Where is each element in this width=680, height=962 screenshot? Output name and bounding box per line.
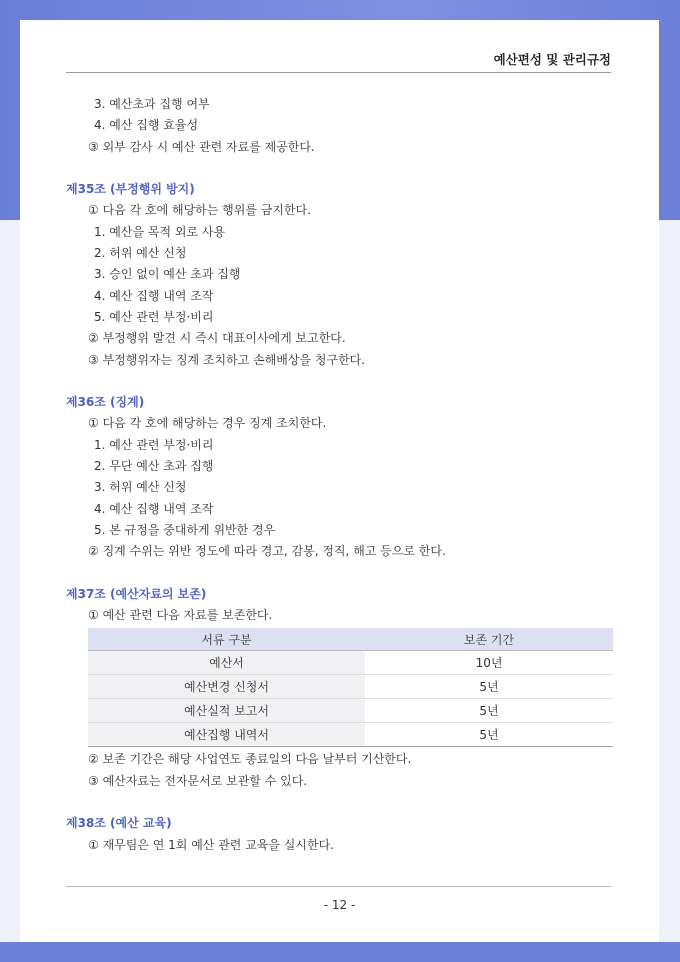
table-cell-retention: 5년 — [365, 699, 613, 723]
background-bottom — [0, 942, 680, 962]
article-35-line-7: ② 부정행위 발견 시 즉시 대표이사에게 보고한다. — [88, 331, 346, 346]
header-title: 예산편성 및 관리규정 — [493, 52, 611, 67]
article-35-line-4: 3. 승인 없이 예산 초과 집행 — [94, 267, 241, 282]
document-body — [66, 94, 616, 856]
article-35-line-6: 5. 예산 관련 부정·비리 — [94, 309, 214, 324]
table-cell-doc-type: 예산실적 보고서 — [88, 699, 365, 723]
table-header-retention: 보존 기간 — [365, 628, 613, 651]
intro-section — [66, 94, 616, 158]
article-35-line-8: ③ 부정행위자는 징계 조치하고 손해배상을 청구한다. — [88, 352, 366, 367]
table-cell-doc-type: 예산변경 신청서 — [88, 675, 365, 699]
article-36-body — [66, 413, 616, 562]
table-cell-retention: 5년 — [365, 723, 613, 747]
article-36-line-2: 1. 예산 관련 부정·비리 — [94, 437, 214, 452]
article-36-line-6: 5. 본 규정을 중대하게 위반한 경우 — [94, 522, 276, 537]
article-37-item-1: ① 예산 관련 다음 자료를 보존한다. — [88, 608, 273, 623]
page-number: - 12 - — [323, 898, 356, 912]
article-38-title: 제38조 (예산 교육) — [66, 816, 172, 831]
article-36-line-5: 4. 예산 집행 내역 조작 — [94, 501, 214, 516]
article-35-line-2: 1. 예산을 목적 외로 사용 — [94, 224, 226, 239]
page-header — [66, 50, 611, 73]
retention-table — [88, 628, 613, 747]
article-35-line-1: ① 다음 각 호에 해당하는 행위를 금지한다. — [88, 203, 311, 218]
intro-line-1: 3. 예산초과 집행 여부 — [94, 97, 210, 111]
article-38-line-1: ① 재무팀은 연 1회 예산 관련 교육을 실시한다. — [88, 837, 334, 852]
article-36-line-7: ② 징계 수위는 위반 정도에 따라 경고, 감봉, 정직, 해고 등으로 한다. — [88, 544, 446, 559]
article-35-line-5: 4. 예산 집행 내역 조작 — [94, 288, 214, 303]
table-row — [88, 651, 613, 675]
table-cell-doc-type: 예산집행 내역서 — [88, 723, 365, 747]
footer-divider — [66, 886, 611, 887]
table-cell-doc-type: 예산서 — [88, 651, 365, 675]
article-37-after-line-1: ② 보존 기간은 해당 사업연도 종료일의 다음 날부터 기산한다. — [88, 752, 412, 767]
article-36-line-3: 2. 무단 예산 초과 집행 — [94, 459, 214, 474]
article-35-title: 제35조 (부정행위 방지) — [66, 182, 195, 197]
article-38-body — [66, 835, 616, 856]
article-35-body — [66, 200, 616, 370]
intro-line-3: ③ 외부 감사 시 예산 관련 자료를 제공한다. — [88, 139, 315, 154]
article-35-line-3: 2. 허위 예산 신청 — [94, 246, 187, 261]
table-row — [88, 675, 613, 699]
article-36-line-1: ① 다음 각 호에 해당하는 경우 징계 조치한다. — [88, 416, 327, 431]
table-row — [88, 699, 613, 723]
table-header-doc-type: 서류 구분 — [88, 628, 365, 651]
article-37-after-line-2: ③ 예산자료는 전자문서로 보관할 수 있다. — [88, 773, 308, 788]
table-row — [88, 723, 613, 747]
article-37-after — [66, 749, 616, 792]
table-cell-retention: 5년 — [365, 675, 613, 699]
intro-line-2: 4. 예산 집행 효율성 — [94, 118, 199, 133]
article-36-title: 제36조 (징계) — [66, 395, 145, 410]
document-page — [20, 20, 659, 942]
article-36-line-4: 3. 허위 예산 신청 — [94, 480, 187, 495]
article-37-title: 제37조 (예산자료의 보존) — [66, 586, 207, 601]
table-cell-retention: 10년 — [365, 651, 613, 675]
